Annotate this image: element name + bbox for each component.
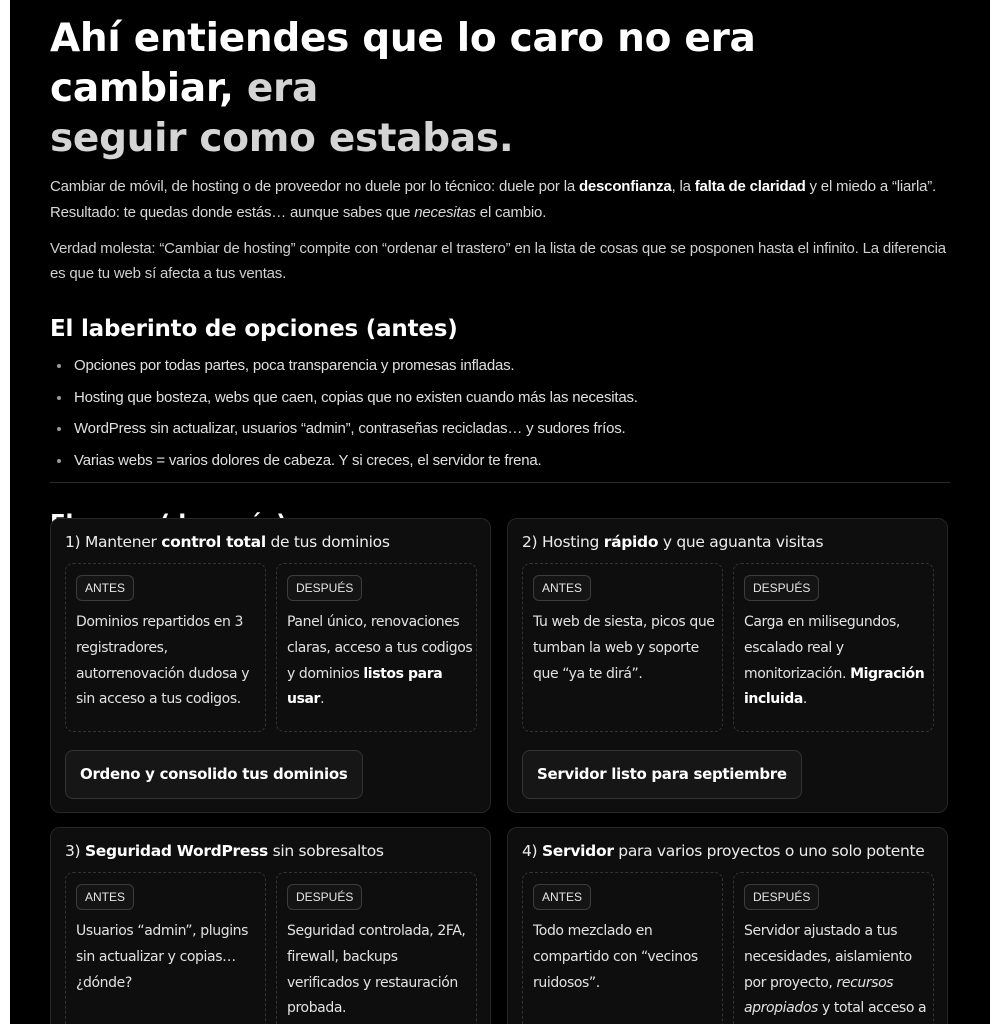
hero-note: Verdad molesta: “Cambiar de hosting” compite con “ordenar el trastero” en la lista de cosas que se posponen hasta el infinito. La diferencia es que tu web sí afecta a tus ventas. — [50, 240, 946, 282]
despues-text-bold: listos para usar — [287, 665, 443, 708]
map-card-domains — [50, 518, 491, 813]
card-number: 1) — [65, 533, 85, 551]
card-title-post: de tus dominios — [265, 533, 390, 551]
page — [10, 0, 990, 1024]
despues-text-pre: Panel único, renovaciones claras, acceso a tus codigos y dominios — [287, 614, 473, 682]
card-number: 2) — [522, 533, 542, 551]
card-title-bold: Seguridad WordPress — [84, 842, 268, 860]
despues-tag: DESPUÉS — [744, 575, 819, 601]
lead-italic-necesitas: necesitas — [414, 204, 476, 221]
antes-tag: ANTES — [76, 575, 134, 601]
lead-bold-claridad: falta de claridad — [694, 178, 806, 195]
despues-text — [287, 610, 473, 713]
despues-text — [744, 610, 930, 713]
card-title — [522, 842, 925, 860]
antes-text: Todo mezclado en compartido con “vecinos ruidosos”. — [533, 923, 698, 991]
despues-text-post: . — [802, 691, 807, 708]
antes-tag: ANTES — [533, 884, 591, 910]
hero-title — [50, 14, 950, 164]
list-item: Opciones por todas partes, poca transparencia y promesas infladas. — [50, 356, 950, 376]
card-title-post: sin sobresaltos — [267, 842, 384, 860]
article-content — [50, 0, 950, 1017]
card-title-pre: Hosting — [541, 533, 604, 551]
despues-text-bold: Migración incluida — [744, 665, 925, 708]
card-title-bold: control total — [161, 533, 266, 551]
despues-text — [744, 919, 930, 1022]
despues-box — [276, 563, 477, 732]
antes-text: Dominios repartidos en 3 registradores, autorrenovación dudosa y sin acceso a tus codigos. — [76, 614, 250, 708]
despues-text-post: y total acceso a — [817, 1000, 927, 1017]
antes-box — [522, 563, 723, 732]
despues-box — [276, 872, 477, 1024]
despues-tag: DESPUÉS — [287, 575, 362, 601]
card-title-pre: Mantener — [84, 533, 162, 551]
card-title-post: para varios proyectos o uno solo potente — [613, 842, 925, 860]
card-title — [65, 842, 384, 860]
lead-text-3: y el miedo a “liarla”. Resultado: te quedas donde estás… aunque sabes que — [50, 178, 937, 221]
lead-text-1: Cambiar de móvil, de hosting o de proveedor no duele por lo técnico: duele por la — [50, 178, 579, 195]
before-list — [50, 356, 950, 471]
lead-text-4: el cambio. — [475, 204, 547, 221]
card-number: 3) — [65, 842, 85, 860]
card-title — [65, 533, 390, 551]
hero-lead — [50, 174, 950, 226]
hero-title-muted-2: seguir como estabas. — [50, 116, 514, 161]
list-item: WordPress sin actualizar, usuarios “admin”, contraseñas recicladas… y sudores fríos. — [50, 419, 950, 439]
lead-text-2: , la — [671, 178, 695, 195]
card-title-bold: Servidor — [541, 842, 614, 860]
card-title-bold: rápido — [603, 533, 659, 551]
list-item: Hosting que bosteza, webs que caen, copias que no existen cuando más las necesitas. — [50, 388, 950, 408]
consolidate-domains-button[interactable]: Ordeno y consolido tus dominios — [65, 750, 363, 799]
despues-box — [733, 872, 934, 1024]
antes-box — [65, 872, 266, 1024]
despues-tag: DESPUÉS — [287, 884, 362, 910]
antes-box — [65, 563, 266, 732]
card-title-post: y que aguanta visitas — [658, 533, 824, 551]
despues-tag: DESPUÉS — [744, 884, 819, 910]
section-divider — [50, 482, 950, 483]
antes-tag: ANTES — [76, 884, 134, 910]
despues-text-pre: Servidor ajustado a tus necesidades, aislamiento por proyecto, — [744, 923, 912, 991]
hero-title-main: Ahí entiendes que lo caro no era cambiar, — [50, 16, 756, 111]
despues-text: Seguridad controlada, 2FA, firewall, backups verificados y restauración probada. — [287, 923, 466, 1017]
despues-text-pre: Carga en milisegundos, escalado real y monitorización. — [744, 614, 900, 682]
despues-text-italic: recursos apropiados — [744, 974, 894, 1017]
map-card-hosting — [507, 518, 948, 813]
card-number: 4) — [522, 842, 542, 860]
section-title-antes: El laberinto de opciones (antes) — [50, 316, 458, 342]
antes-tag: ANTES — [533, 575, 591, 601]
antes-text: Tu web de siesta, picos que tumban la web y soporte que “ya te dirá”. — [533, 614, 715, 682]
despues-text-post: . — [320, 691, 325, 708]
map-card-server — [507, 827, 948, 1024]
despues-box — [733, 563, 934, 732]
server-ready-button[interactable]: Servidor listo para septiembre — [522, 750, 802, 799]
map-card-security — [50, 827, 491, 1024]
card-title — [522, 533, 823, 551]
lead-bold-desconfianza: desconfianza — [578, 178, 672, 195]
hero-title-muted-1: era — [246, 66, 318, 111]
list-item: Varias webs = varios dolores de cabeza. Y si creces, el servidor te frena. — [50, 451, 950, 471]
antes-box — [522, 872, 723, 1024]
antes-text: Usuarios “admin”, plugins sin actualizar y copias… ¿dónde? — [76, 923, 249, 991]
